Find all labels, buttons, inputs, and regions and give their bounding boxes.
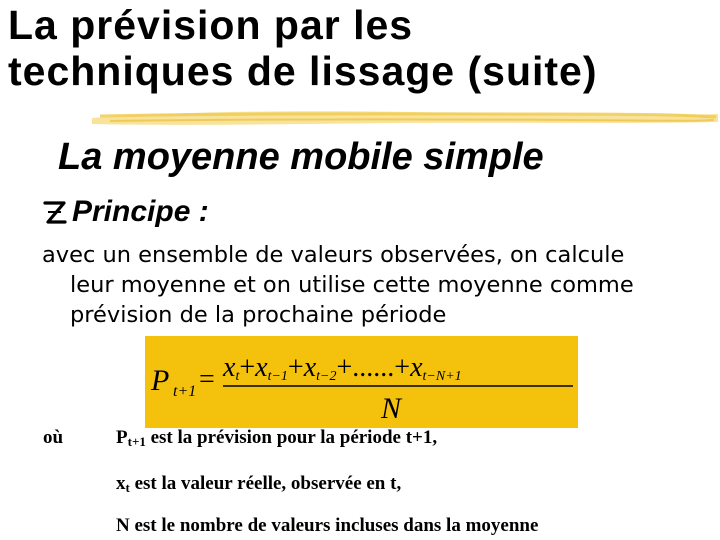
term-x-tn1-sub: t−N+1 [422,369,462,384]
slide-title-line-2: techniques de lissage (suite) [8,48,598,94]
definition-x [116,473,401,496]
paragraph-line-1: avec un ensemble de valeurs observées, on calcule [42,242,625,268]
moving-average-formula [145,336,578,428]
definition-p-symbol: P [116,427,128,448]
bullet-label: Principe : [72,195,209,228]
definition-n: N est le nombre de valeurs incluses dans la moyenne [116,515,539,536]
term-x-tn1: x [410,352,423,383]
term-x-t-sub: t [235,369,240,384]
term-x-t2-sub: t−2 [316,369,337,384]
decorative-brush-rule [90,104,720,130]
term-x-t1: x [255,352,268,383]
formula-lhs-symbol: P [151,364,170,397]
definition-p-text: est la prévision pour la période t+1, [145,427,438,448]
ellipsis-plus: +......+ [336,352,411,383]
formula-denominator: N [381,392,402,425]
ou-label: où [43,427,64,448]
principle-paragraph [42,240,702,330]
definition-p [116,427,437,450]
formula-equals: = [199,364,215,395]
plus-1: + [239,352,256,383]
term-x-t1-sub: t−1 [267,369,288,384]
z-bullet-icon [42,197,68,227]
principe-bullet [42,192,209,232]
definition-x-text: est la valeur réelle, observée en t, [129,473,402,494]
paragraph-line-3: prévision de la prochaine période [70,302,447,328]
definition-x-symbol: x [116,473,126,494]
slide-title [8,2,718,94]
paragraph-line-2: leur moyenne et on utilise cette moyenne comme [70,272,634,298]
definition-p-sub: t+1 [127,434,146,449]
term-x-t2: x [303,352,317,383]
section-subtitle: La moyenne mobile simple [58,136,544,178]
plus-2: + [287,352,304,383]
formula-lhs-sub: t+1 [173,383,197,400]
term-x-t: x [223,352,236,383]
formula-numerator [222,352,462,384]
definition-x-sub: t [125,480,130,495]
slide-title-line-1: La prévision par les [8,2,414,48]
